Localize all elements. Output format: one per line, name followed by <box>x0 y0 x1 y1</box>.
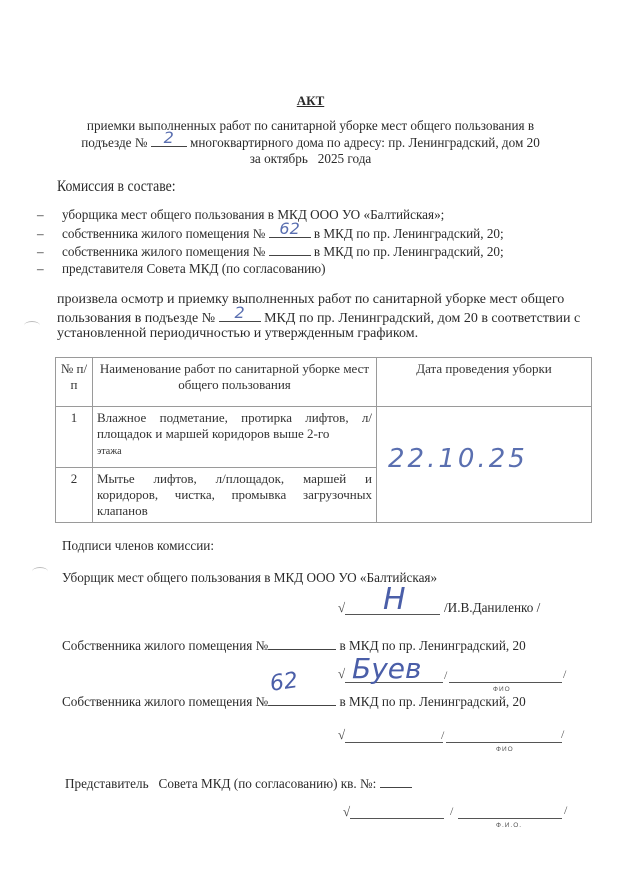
inspection-line3: установленной периодичностью и утвержденным графиком. <box>57 326 419 341</box>
commission-member-council <box>37 261 325 277</box>
list-dash: – <box>37 207 44 222</box>
signatures-heading: Подписи членов комиссии: <box>62 538 214 553</box>
check-mark-icon: √ <box>343 804 351 819</box>
slash-separator: / <box>564 803 568 817</box>
council-fio-label: Ф.И.О. <box>496 822 523 829</box>
owner1-apartment-field[interactable] <box>269 219 311 238</box>
check-mark-icon: √ <box>338 600 346 615</box>
member-text: представителя Совета МКД (по согласованию) <box>62 261 326 276</box>
row-num: 2 <box>56 468 93 523</box>
check-mark-icon: √ <box>338 727 346 742</box>
document-title: АКТ <box>296 93 325 108</box>
cleaner-signature-handwritten: Н <box>383 582 406 617</box>
member-text: собственника жилого помещения № <box>62 244 266 259</box>
owner2-apartment-field[interactable] <box>269 243 311 256</box>
owner1-label <box>62 637 526 654</box>
inspection-prefix: пользования в подъезде № <box>57 311 216 326</box>
slash-separator: / <box>444 668 448 682</box>
member-text: собственника жилого помещения № <box>62 226 266 241</box>
member-text: уборщика мест общего пользования в МКД ООО УО «Балтийская»; <box>62 207 445 222</box>
row-work-name: Мытье лифтов, л/площадок, маршей и коридоров, чистка, промывка загрузочных клапанов <box>93 468 377 523</box>
entrance-number-handwritten: 2 <box>163 128 174 147</box>
document-subtitle-line1: приемки выполненных работ по санитарной уборке мест общего пользования в <box>86 118 535 133</box>
owner2-label <box>62 693 526 710</box>
document-period: за октябрь 2025 года <box>249 151 372 166</box>
scan-smudge <box>24 321 40 330</box>
member-text-suffix: в МКД по пр. Ленинградский, 20; <box>313 244 504 259</box>
owner2-fio-line[interactable] <box>446 742 562 743</box>
inspection-entrance-handwritten: 2 <box>234 303 245 322</box>
owner1-number-field[interactable] <box>268 637 336 650</box>
slash-separator: / <box>441 728 445 742</box>
owner2-number-field[interactable] <box>268 693 336 706</box>
commission-member-cleaner <box>37 207 444 223</box>
owner1-apartment-handwritten: 62 <box>268 668 300 697</box>
commission-member-owner1 <box>37 219 504 242</box>
subtitle-suffix: многоквартирного дома по адресу: пр. Ленинградский, дом 20 <box>190 135 540 150</box>
inspection-line1: произвела осмотр и приемку выполненных работ по санитарной уборке мест общего <box>57 292 565 307</box>
owner2-signature-line[interactable] <box>345 742 443 743</box>
header-date: Дата проведения уборки <box>377 358 592 407</box>
row-num: 1 <box>56 407 93 468</box>
council-apartment-field[interactable] <box>380 775 412 788</box>
subtitle-prefix: подъезде № <box>81 135 148 150</box>
inspection-line2 <box>57 303 581 327</box>
list-dash: – <box>37 244 44 259</box>
work-name-small: этажа <box>97 446 122 457</box>
owner1-apartment-handwritten: 62 <box>279 219 300 238</box>
owner2-label-suffix: в МКД по пр. Ленинградский, 20 <box>339 694 526 709</box>
commission-member-owner2 <box>37 243 504 260</box>
header-work-name: Наименование работ по санитарной уборке мест общего пользования <box>93 358 377 407</box>
slash-separator: / <box>561 727 565 741</box>
row-work-name <box>93 407 377 468</box>
cleaning-date-handwritten: 22.10.25 <box>388 444 528 474</box>
works-table <box>55 357 592 523</box>
slash-separator: / <box>563 667 567 681</box>
owner1-fio-label: ФИО <box>493 686 511 693</box>
council-label <box>65 775 412 792</box>
header-num: № п/п <box>56 358 93 407</box>
council-label-text: Представитель Совета МКД (по согласованию) кв. №: <box>65 776 377 791</box>
document-subtitle-line2 <box>0 128 621 151</box>
owner1-fio-line[interactable] <box>449 682 562 683</box>
cleaner-label: Уборщик мест общего пользования в МКД ООО УО «Балтийская» <box>62 570 438 585</box>
list-dash: – <box>37 261 44 276</box>
owner1-label-suffix: в МКД по пр. Ленинградский, 20 <box>339 638 526 653</box>
cleaner-name: /И.В.Даниленко / <box>444 600 541 615</box>
owner2-fio-label: ФИО <box>496 746 514 753</box>
inspection-suffix: МКД по пр. Ленинградский, дом 20 в соответствии с <box>264 311 581 326</box>
inspection-entrance-field[interactable] <box>219 303 261 322</box>
council-fio-line[interactable] <box>458 818 562 819</box>
entrance-number-field[interactable] <box>151 128 187 147</box>
slash-separator: / <box>450 804 454 818</box>
member-text-suffix: в МКД по пр. Ленинградский, 20; <box>313 226 504 241</box>
scan-smudge <box>32 567 48 576</box>
table-header-row <box>56 358 592 407</box>
owner1-signature-handwritten: Буев <box>352 652 422 685</box>
owner1-label-prefix: Собственника жилого помещения № <box>62 638 269 653</box>
work-name-text: Влажное подметание, протирка лифтов, л/площадок и маршей коридоров выше 2-го <box>97 410 372 441</box>
check-mark-icon: √ <box>338 666 346 681</box>
commission-heading: Комиссия в составе: <box>57 178 176 195</box>
council-signature-line[interactable] <box>350 818 444 819</box>
owner2-label-prefix: Собственника жилого помещения № <box>62 694 269 709</box>
list-dash: – <box>37 226 44 241</box>
